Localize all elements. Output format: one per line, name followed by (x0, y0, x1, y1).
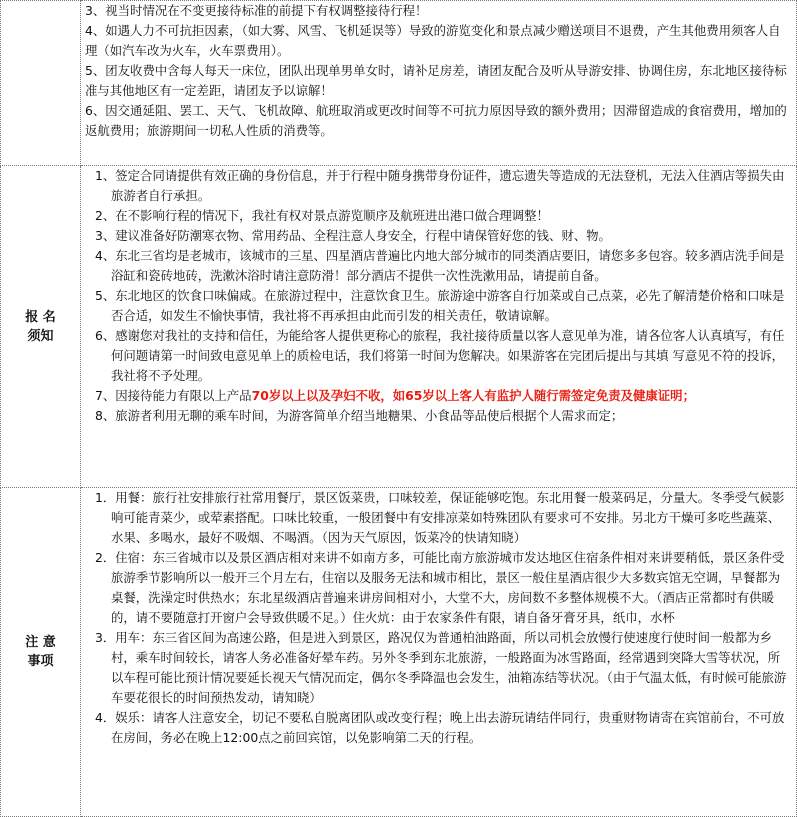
note-item: 3、建议准备好防潮寒衣物、常用药品、全程注意人身安全，行程中请保管好您的钱、财、物。 (95, 228, 611, 243)
registration-notes-content (81, 166, 797, 488)
precaution-item: 4．娱乐：请客人注意安全，切记不要私自脱离团队或改变行程；晚上出去游玩请结伴同行，贵重财物请寄在宾馆前台，不可放在房间，务必在晚上12:00点之前回宾馆，以免影响第二天的行程。 (95, 710, 785, 745)
section-label-precautions (1, 488, 81, 817)
section-general-terms (1, 1, 797, 166)
age-limit-highlight: 70岁以上以及孕妇不收，如65岁以上客人有监护人随行需签定免责及健康证明； (251, 388, 695, 403)
precautions-content (81, 488, 797, 817)
precaution-item: 2．住宿：东三省城市以及景区酒店相对来讲不如南方多，可能比南方旅游城市发达地区住宿条件相对来讲要稍低，景区条件受旅游季节影响所以一般开三个月左右，住宿以及服务无法和城市相比，景区一般住星酒店很少大多数宾馆无空调，早餐都为桌餐，洗澡定时供热水；东北星级酒店普遍来讲房间相对小，大堂不大，房间数不多整体规模不大。（酒店正常都时有供暖的，请不要随意打开窗户会导致供暖不足。）住火炕：由于农家条件有限，请自备牙膏牙具，纸巾，水杯 (95, 550, 785, 625)
precaution-item: 1．用餐：旅行社安排旅行社常用餐厅，景区饭菜贵，口味较差，保证能够吃饱。东北用餐一般菜码足，分量大。冬季受气候影响可能青菜少，或荤素搭配。口味比较重，一般团餐中有安排凉菜如特殊团队有要求可不安排。另北方干燥可多吃些蔬菜、水果、多喝水，最好不吸烟、不喝酒。（因为天气原因，饭菜冷的快请知晓） (95, 490, 785, 545)
label-line: 报 名 (25, 309, 56, 325)
note-item-age-limit (85, 386, 792, 406)
label-line: 事项 (27, 654, 54, 669)
age-limit-prefix: 7、因接待能力有限以上产品 (95, 388, 252, 403)
note-item: 8、旅游者利用无聊的乘车时间，为游客简单介绍当地糖果、小食品等品使后根据个人需求而定； (95, 408, 624, 423)
general-terms-content (81, 1, 797, 166)
label-line: 注 意 (25, 635, 56, 650)
term-item: 5、团友收费中含每人每天一床位，团队出现单男单女时，请补足房差，请团友配合及听从导游安排、协调住房，东北地区接待标准与其他地区有一定差距，请团友予以谅解！ (85, 63, 787, 98)
precaution-item: 3．用车：东三省区间为高速公路，但是进入到景区，路况仅为普通柏油路面，所以司机会放慢行使速度行使时间一般都为乡村，乘车时间较长，请客人务必准备好晕车药。另外冬季到东北旅游，一般路面为冰雪路面，经常遇到突降大雪等状况，所以车程可能比预计情况要延长视天气情况而定，偶尔冬季降温也会发生，油箱冻结等状况。（由于气温太低，有时候可能旅游车要花很长的时间预热发动，请知晓） (95, 630, 787, 705)
note-item: 1、签定合同请提供有效正确的身份信息，并于行程中随身携带身份证件，遗忘遗失等造成的无法登机，无法入住酒店等损失由旅游者自行承担。 (95, 168, 785, 203)
term-item: 3、视当时情况在不变更接待标准的前提下有权调整接待行程！ (85, 3, 428, 18)
term-item: 4、如遇人力不可抗拒因素，（如大雾、风雪、飞机延误等）导致的游览变化和景点减少赠送项目不退费，产生其他费用须客人自理（如汽车改为火车，火车票费用）。 (85, 23, 781, 58)
term-item: 6、因交通延阻、罢工、天气、飞机故障、航班取消或更改时间等不可抗力原因导致的额外费用；因滞留造成的食宿费用，增加的返航费用；旅游期间一切私人性质的消费等。 (85, 103, 787, 138)
section-precautions (1, 488, 797, 817)
note-item: 5、东北地区的饮食口味偏咸。在旅游过程中，注意饮食卫生。旅游途中游客自行加菜或自己点菜，必先了解清楚价格和口味是否合适，如发生不愉快事情，我社将不再承担由此而引发的相关责任，敬请谅解。 (95, 288, 785, 323)
note-item: 6、感谢您对我社的支持和信任，为能给客人提供更称心的旅程，我社接待质量以客人意见单为准，请各位客人认真填写，有任何问题请第一时间致电意见单上的质检电话，我们将第一时间为您解决。如果游客在完团后提出与其填 写意见不符的投诉，我社将不予处理。 (95, 328, 785, 383)
section-label-registration (1, 166, 81, 488)
note-item: 2、在不影响行程的情况下，我社有权对景点游览顺序及航班进出港口做合理调整！ (95, 208, 549, 223)
label-line: 须知 (27, 328, 54, 344)
section-registration-notes (1, 166, 797, 488)
note-item: 4、东北三省均是老城市，该城市的三星、四星酒店普遍比内地大部分城市的同类酒店要旧，请您多多包容。较多酒店洗手间是浴缸和瓷砖地砖，洗漱沐浴时请注意防滑！部分酒店不提供一次性洗漱用品，请提前自备。 (95, 248, 785, 283)
section-label-empty (1, 1, 81, 166)
